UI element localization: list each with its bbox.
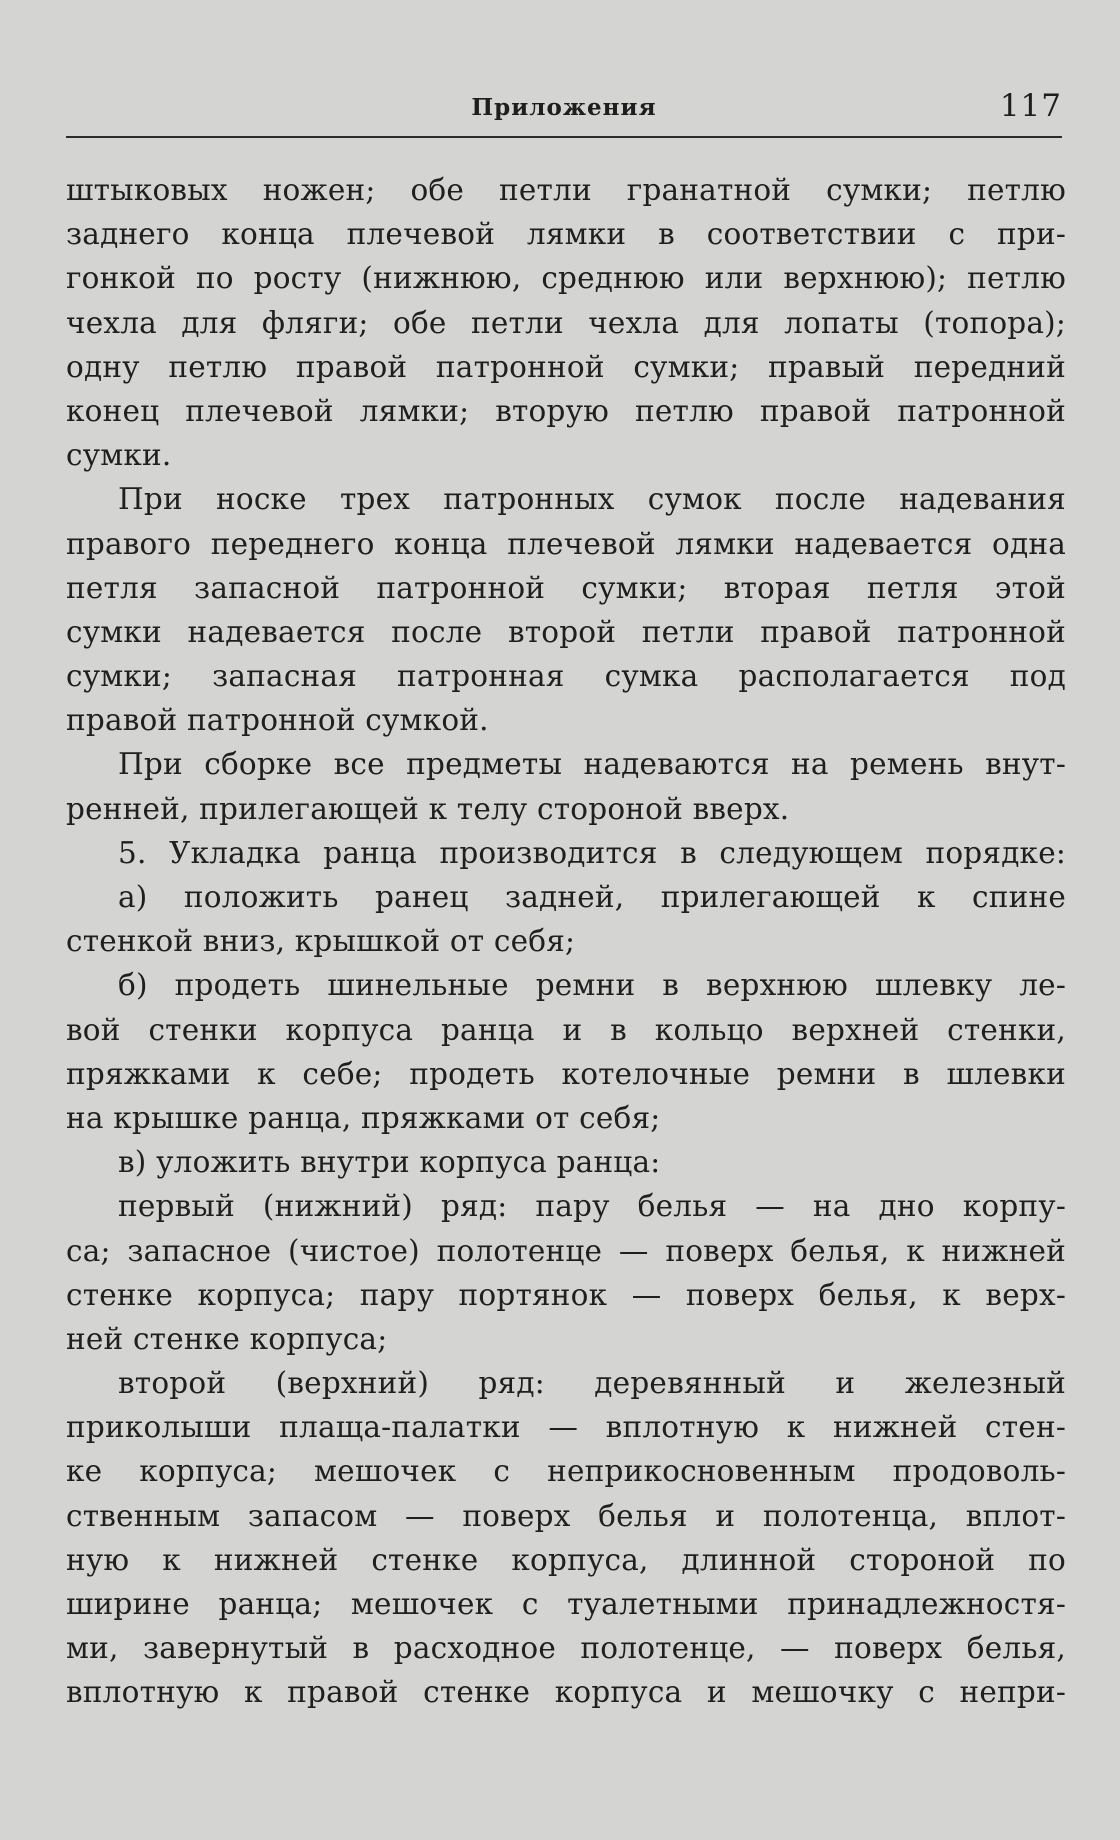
text-line: ми, завернутый в расходное полотенце, — поверх белья, [66, 1631, 1066, 1666]
text-line: чехла для фляги; обе петли чехла для лопаты (топора); [66, 305, 1066, 340]
text-line: правого переднего конца плечевой лямки надевается одна [66, 526, 1066, 561]
text-line: са; запасное (чистое) полотенце — поверх белья, к нижней [66, 1233, 1066, 1268]
text-line: одну петлю правой патронной сумки; правый передний [66, 349, 1066, 384]
text-line: При носке трех патронных сумок после надевания [118, 482, 1066, 517]
text-line: При сборке все предметы надеваются на ремень внут- [118, 747, 1066, 782]
text-line: ширине ранца; мешочек с туалетными принадлежностя- [66, 1587, 1066, 1621]
running-title: Приложения [471, 94, 657, 121]
text-line: пряжками к себе; продеть котелочные ремни в шлевки [66, 1056, 1066, 1091]
text-line: второй (верхний) ряд: деревянный и железный [118, 1366, 1066, 1401]
page-number: 117 [999, 88, 1062, 124]
text-line: гонкой по росту (нижнюю, среднюю или верхнюю); петлю [66, 261, 1066, 296]
text-line: первый (нижний) ряд: пару белья — на дно корпу- [118, 1189, 1066, 1224]
text-line: ственным запасом — поверх белья и полотенца, вплот- [66, 1498, 1066, 1533]
text-line: правой патронной сумкой. [66, 703, 489, 738]
text-line: штыковых ножен; обе петли гранатной сумки; петлю [66, 173, 1066, 207]
text-line: вой стенки корпуса ранца и в кольцо верхней стенки, [66, 1012, 1066, 1047]
text-line: приколыши плаща-палатки — вплотную к нижней стен- [66, 1410, 1066, 1445]
text-line: конец плечевой лямки; вторую петлю правой патронной [66, 393, 1066, 428]
text-line: 5. Укладка ранца производится в следующем порядке: [118, 835, 1066, 870]
text-line: сумки; запасная патронная сумка располагается под [66, 659, 1066, 694]
text-line: стенке корпуса; пару портянок — поверх белья, к верх- [66, 1277, 1066, 1312]
text-line: ную к нижней стенке корпуса, длинной стороной по [66, 1542, 1066, 1577]
text-line: заднего конца плечевой лямки в соответствии с при- [66, 217, 1066, 252]
text-line: сумки. [66, 438, 172, 473]
page-header [66, 88, 1062, 136]
text-line: вплотную к правой стенке корпуса и мешочку с непри- [66, 1675, 1066, 1710]
text-line: стенкой вниз, крышкой от себя; [66, 924, 576, 959]
text-line: в) уложить внутри корпуса ранца: [118, 1145, 661, 1180]
text-line: сумки надевается после второй петли правой патронной [66, 614, 1066, 649]
text-line: петля запасной патронной сумки; вторая петля этой [66, 570, 1066, 605]
text-line: ке корпуса; мешочек с неприкосновенным продоволь- [66, 1454, 1066, 1489]
text-line: на крышке ранца, пряжками от себя; [66, 1100, 661, 1135]
header-rule [66, 136, 1062, 138]
text-line: ренней, прилегающей к телу стороной вверх. [66, 791, 790, 826]
text-line: б) продеть шинельные ремни в верхнюю шлевку ле- [118, 968, 1066, 1003]
text-line: а) положить ранец задней, прилегающей к спине [118, 880, 1066, 914]
body-text [66, 168, 1066, 1715]
text-line: ней стенке корпуса; [66, 1321, 388, 1356]
